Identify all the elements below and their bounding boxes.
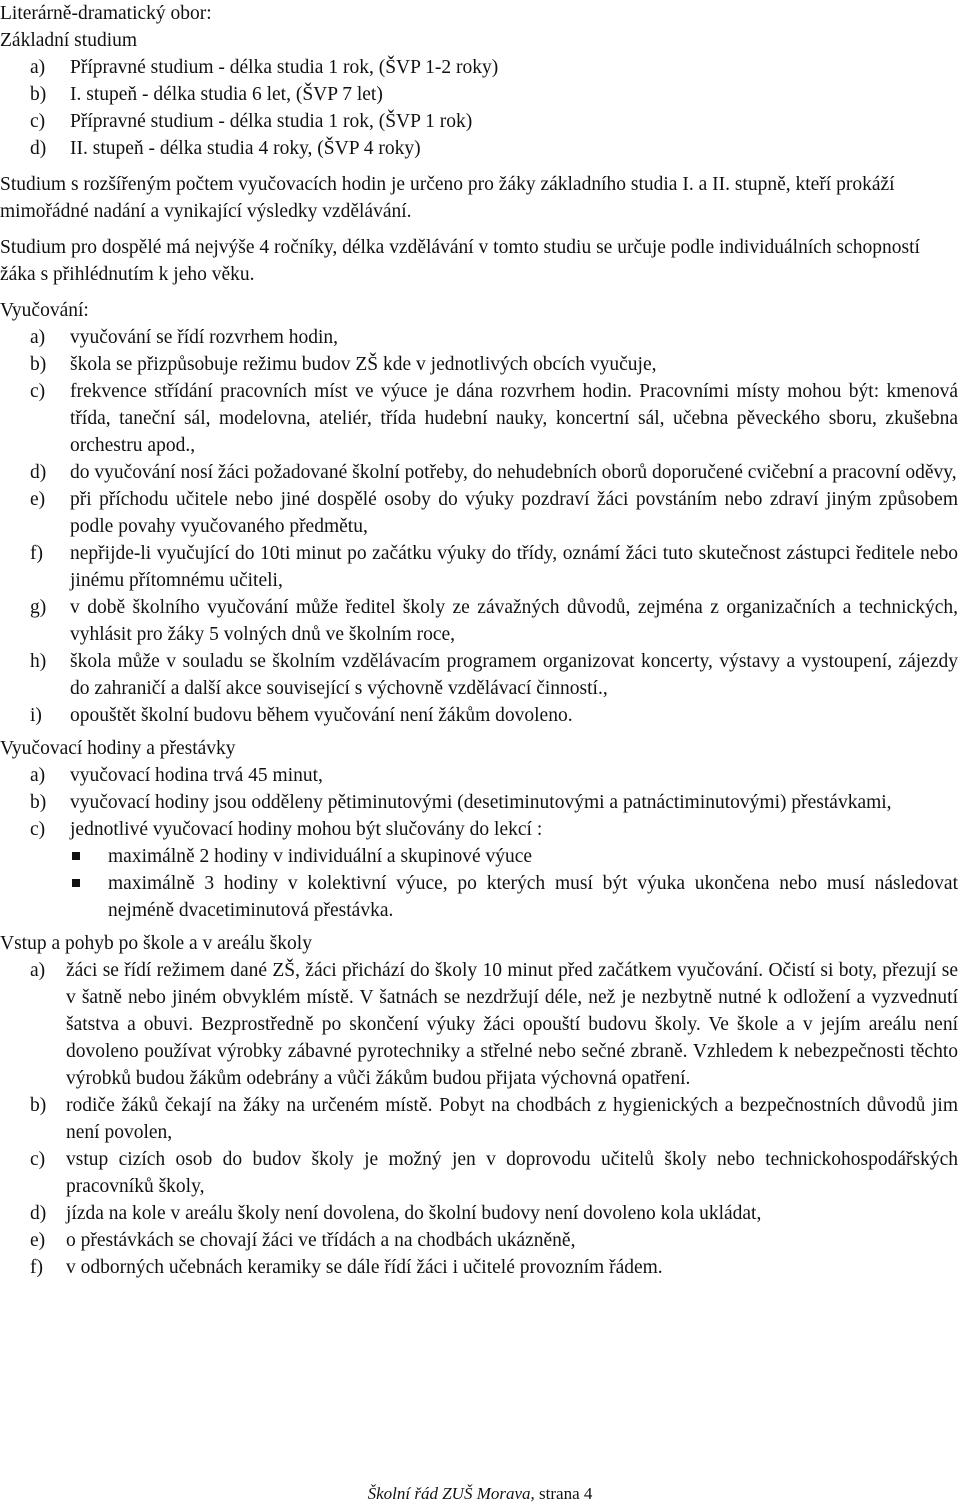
section-lessons-breaks [0, 735, 958, 924]
list-item-text: Přípravné studium - délka studia 1 rok, (ŠVP 1-2 roky) [70, 57, 499, 78]
list-item-text: při příchodu učitele nebo jiné dospělé osoby do výuky pozdraví žáci povstáním nebo zdraví jiným způsobem podle povahy vyučovaného předmětu, [70, 489, 958, 537]
section-entry-movement [0, 930, 958, 1281]
list-item [0, 540, 958, 594]
list-item-text: škola může v souladu se školním vzdělávacím programem organizovat koncerty, výstavy a vystoupení, zájezdy do zahraničí a další akce související s výchovně vzdělávací činností., [70, 651, 958, 699]
section-heading: Vyučování: [0, 300, 89, 321]
list-item-text: Přípravné studium - délka studia 1 rok, (ŠVP 1 rok) [70, 111, 473, 132]
adult-study-paragraph: Studium pro dospělé má nejvýše 4 ročníky, délka vzdělávání v tomto studiu se určuje podle individuálních schopností žáka s přihlédnutím k jeho věku. [0, 237, 920, 285]
list-marker: d) [30, 462, 47, 483]
list-marker: b) [30, 792, 47, 813]
list-item-text: nepřijde-li vyučující do 10ti minut po začátku výuky do třídy, oznámí žáci tuto skutečnost zástupci ředitele nebo jinému přítomnému učiteli, [70, 543, 958, 591]
page-footer [0, 1483, 960, 1505]
list-item-text: frekvence střídání pracovních míst ve výuce je dána rozvrhem hodin. Pracovními místy mohou být: kmenová třída, taneční sál, modelovna, ateliér, třída hudební nauky, koncertní sál, učebna pěveckého sboru, zkušebna orchestru apod., [70, 381, 958, 456]
study-levels-list [0, 54, 958, 162]
subsection-heading: Základní studium [0, 30, 138, 51]
section-literary-dramatic [0, 0, 958, 288]
list-item-text: vyučovací hodina trvá 45 minut, [70, 765, 323, 786]
list-marker: d) [30, 1203, 47, 1224]
list-item [0, 762, 958, 789]
list-item-text: jízda na kole v areálu školy není dovolena, do školní budovy není dovoleno kola ukládat, [66, 1203, 762, 1224]
list-item-text: vstup cizích osob do budov školy je možný jen v doprovodu učitelů školy nebo technickohospodářských pracovníků školy, [66, 1149, 958, 1197]
section-heading: Vyučovací hodiny a přestávky [0, 738, 236, 759]
list-marker: c) [30, 819, 46, 840]
list-item [0, 459, 958, 486]
list-marker: b) [30, 1095, 47, 1116]
list-marker: f) [30, 1257, 43, 1278]
list-item [0, 1227, 958, 1254]
list-marker: e) [30, 1230, 46, 1251]
list-item [0, 957, 958, 1092]
list-item [0, 486, 958, 540]
footer-title: Školní řád ZUŠ Morava, [367, 1484, 535, 1503]
list-marker: e) [30, 489, 46, 510]
bullet-item [0, 843, 958, 870]
list-item-text: rodiče žáků čekají na žáky na určeném místě. Pobyt na chodbách z hygienických a bezpečnostních důvodů jim není povolen, [66, 1095, 958, 1143]
entry-rules-list [0, 957, 958, 1281]
list-item-text: vyučování se řídí rozvrhem hodin, [70, 327, 339, 348]
list-item [0, 1200, 958, 1227]
list-marker: a) [30, 765, 46, 786]
list-item [0, 378, 958, 459]
list-marker: c) [30, 381, 46, 402]
teaching-rules-list [0, 324, 958, 729]
list-item-text: I. stupeň - délka studia 6 let, (ŠVP 7 let) [70, 84, 383, 105]
list-item [0, 1146, 958, 1200]
list-item [0, 108, 958, 135]
list-marker: f) [30, 543, 43, 564]
list-marker: h) [30, 651, 47, 672]
bullet-text: maximálně 2 hodiny v individuální a skupinové výuce [108, 846, 533, 867]
section-heading: Vstup a pohyb po škole a v areálu školy [0, 933, 312, 954]
list-item-text: škola se přizpůsobuje režimu budov ZŠ kde v jednotlivých obcích vyučuje, [70, 354, 657, 375]
list-item-text: jednotlivé vyučovací hodiny mohou být slučovány do lekcí : [70, 819, 543, 840]
list-marker: c) [30, 1149, 46, 1170]
list-item [0, 648, 958, 702]
list-item [0, 1254, 958, 1281]
bullet-item [0, 870, 958, 924]
bullet-text: maximálně 3 hodiny v kolektivní výuce, po kterých musí být výuka ukončena nebo musí následovat nejméně dvacetiminutová přestávka. [108, 873, 958, 921]
list-marker: g) [30, 597, 47, 618]
list-item [0, 789, 958, 816]
list-marker: i) [30, 705, 42, 726]
list-item [0, 324, 958, 351]
list-marker: c) [30, 111, 46, 132]
list-item [0, 1092, 958, 1146]
section-teaching [0, 297, 958, 729]
extended-study-paragraph: Studium s rozšířeným počtem vyučovacích hodin je určeno pro žáky základního studia I. a II. stupně, kteří prokáží mimořádné nadání a vynikající výsledky vzdělávání. [0, 174, 895, 222]
list-item-text: do vyučování nosí žáci požadované školní potřeby, do nehudebních oborů doporučené cvičební a pracovní oděvy, [70, 462, 957, 483]
list-item-text: opouštět školní budovu během vyučování není žákům dovoleno. [70, 705, 573, 726]
list-item [0, 351, 958, 378]
footer-page-number: strana 4 [539, 1484, 593, 1503]
list-item [0, 702, 958, 729]
list-item-text: v odborných učebnách keramiky se dále řídí žáci i učitelé provozním řádem. [66, 1257, 663, 1278]
list-marker: a) [30, 960, 46, 981]
list-marker: b) [30, 354, 47, 375]
list-item [0, 54, 958, 81]
list-item-text: vyučovací hodiny jsou odděleny pětiminutovými (desetiminutovými a patnáctiminutovými) přestávkami, [70, 792, 892, 813]
list-marker: a) [30, 327, 46, 348]
list-item [0, 135, 958, 162]
section-heading: Literárně-dramatický obor: [0, 3, 212, 24]
list-marker: d) [30, 138, 47, 159]
lessons-list [0, 762, 958, 843]
list-marker: a) [30, 57, 46, 78]
square-bullet-icon [72, 852, 80, 860]
list-item [0, 594, 958, 648]
list-item [0, 816, 958, 843]
list-item-text: v době školního vyučování může ředitel školy ze závažných důvodů, zejména z organizačních a technických, vyhlásit pro žáky 5 volných dnů ve školním roce, [70, 597, 958, 645]
square-bullet-icon [72, 879, 80, 887]
list-marker: b) [30, 84, 47, 105]
lesson-merge-bullets [0, 843, 958, 924]
list-item-text: o přestávkách se chovají žáci ve třídách a na chodbách ukázněně, [66, 1230, 576, 1251]
list-item-text: II. stupeň - délka studia 4 roky, (ŠVP 4 roky) [70, 138, 421, 159]
list-item-text: žáci se řídí režimem dané ZŠ, žáci přichází do školy 10 minut před začátkem vyučování. Očistí si boty, přezují se v šatně nebo jiném obvyklém místě. V šatnách se nezdržují déle, než je nezbytně nutné k odložení a vyzvednutí šatstva a obuvi. Bezprostředně po skončení výuky žáci opouští budovu školy. Ve škole a v jejím areálu není dovoleno používat výrobky zábavné pyrotechniky a střelné nebo sečné zbraně. Vzhledem k nebezpečnosti těchto výrobků budou žákům odebrány a vůči žákům budou přijata výchovná opatření. [66, 960, 958, 1089]
list-item [0, 81, 958, 108]
